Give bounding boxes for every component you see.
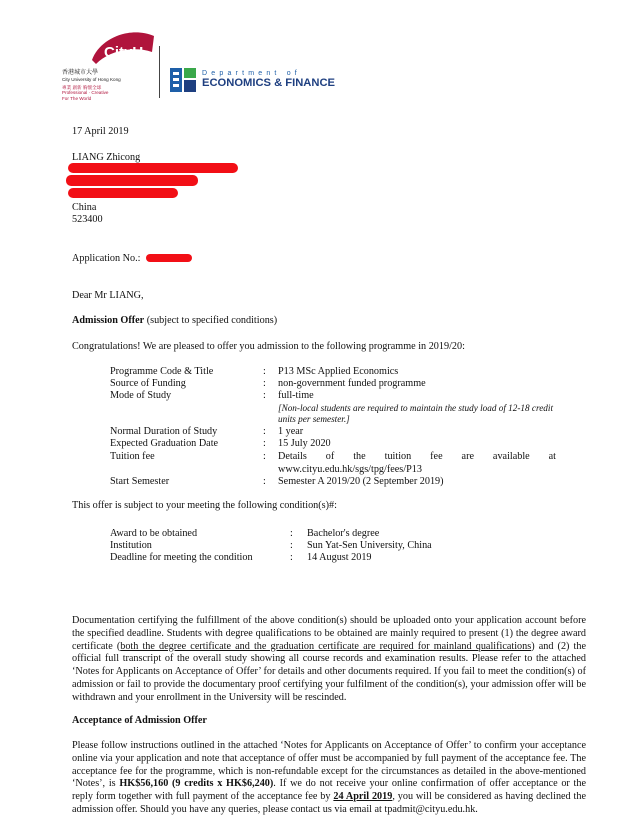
header-divider [159, 46, 160, 98]
cityu-chinese-name: 香港城市大學 [62, 70, 99, 76]
colon: : [263, 426, 266, 437]
colon: : [263, 438, 266, 449]
offer-title: Admission Offer [72, 315, 145, 326]
programme-label: Start Semester [110, 476, 170, 487]
condition-value: 14 August 2019 [307, 552, 372, 563]
cityu-motto-cn: 專業 創新 胸懷全球 [62, 85, 102, 91]
acceptance-fee: HK$56,160 (9 credits x HK$6,240) [119, 778, 274, 790]
condition-intro: This offer is subject to your meeting the following condition(s)#: [72, 500, 337, 511]
acceptance-title: Acceptance of Admission Offer [72, 715, 207, 726]
dept-label-big: ECONOMICS & FINANCE [202, 77, 336, 89]
colon: : [263, 366, 266, 377]
redaction-bar [68, 163, 238, 173]
programme-value: 1 year [278, 426, 304, 437]
colon: : [263, 451, 266, 462]
colon: : [263, 476, 266, 487]
dept-emblem-icon [170, 66, 198, 94]
offer-subtitle: (subject to specified conditions) [144, 315, 278, 326]
programme-value: Semester A 2019/20 (2 September 2019) [278, 476, 444, 487]
application-number-label: Application No.: [72, 253, 141, 264]
redaction-bar [146, 254, 192, 262]
colon: : [290, 552, 293, 563]
tuition-value: Details of the tuition fee are available at www.cityu.edu.hk/sgs/tpg/fees/P13 [278, 451, 556, 475]
cityu-badge-icon [90, 30, 156, 68]
recipient-postcode: 523400 [72, 214, 103, 225]
programme-value: full-time [278, 390, 314, 401]
salutation: Dear Mr LIANG, [72, 290, 144, 301]
programme-label: Mode of Study [110, 390, 172, 401]
cityu-motto-en1: Professional · Creative [62, 90, 109, 96]
colon: : [263, 390, 266, 401]
letter-date: 17 April 2019 [72, 126, 129, 137]
recipient-country: China [72, 202, 97, 213]
programme-label: Source of Funding [110, 378, 186, 389]
doc-text: ) and (2) the official full transcript of the overall study showing all course records and examination results. Please refer to the attached ‘Notes for Applicants on Acceptance of Offer’ for details and other documents required. If you fail to meet the condition(s) of admission or fail to provide the documentary proof certifying your fulfilment of the condition(s), your admission offer will be withdrawn and your enrollment in the University will be rescinded. [72, 640, 587, 703]
redaction-bar [68, 188, 178, 198]
programme-value: 15 July 2020 [278, 438, 331, 449]
condition-label: Deadline for meeting the condition [110, 552, 253, 563]
acceptance-text: , you will be considered as having declined the admission offer. Should you have any queries, please contact us via email at tpadmit@cityu.edu.hk. [72, 791, 586, 815]
programme-label: Programme Code & Title [110, 366, 214, 377]
colon: : [290, 528, 293, 539]
programme-label: Normal Duration of Study [110, 426, 218, 437]
programme-value: P13 MSc Applied Economics [278, 366, 399, 377]
dept-label-small: Department of [202, 70, 301, 77]
redaction-bar [66, 175, 198, 186]
colon: : [263, 378, 266, 389]
colon: : [290, 540, 293, 551]
doc-text: Documentation certifying the fulfillment of the above condition(s) should be uploaded onto your application account before the specified deadline. Students with degree qualifications to be obtained are mainly required to present (1) the degree award certificate ( [72, 615, 586, 652]
cityu-logo-text: CityU [104, 44, 144, 61]
condition-label: Award to be obtained [110, 528, 198, 539]
acceptance-paragraph [72, 740, 586, 817]
cityu-motto-en2: For The World [62, 95, 92, 101]
condition-value: Bachelor's degree [307, 528, 380, 539]
acceptance-text: . If we do not receive your online confirmation of offer acceptance or the reply form together with full payment of the acceptance fee by [72, 778, 586, 803]
cityu-logo [62, 30, 154, 102]
programme-label: Expected Graduation Date [110, 438, 219, 449]
acceptance-deadline: 24 April 2019 [333, 791, 393, 803]
acceptance-text: Please follow instructions outlined in the attached ‘Notes for Applicants on Acceptance of Offer’ to confirm your acceptance online via your application and note that acceptance of offer must be accompanied by full payment of the acceptance fee. The acceptance fee for the programme, which is non-refundable except for the circumstances as detailed in the above-mentioned ‘Notes’, is [72, 740, 586, 790]
programme-value: non-government funded programme [278, 378, 426, 389]
documentation-paragraph [72, 615, 586, 705]
mode-note: [Non-local students are required to maintain the study load of 12-18 credit units per semester.] [278, 403, 553, 424]
programme-label: Tuition fee [110, 451, 155, 462]
cityu-english-name: City University of Hong Kong [62, 77, 121, 82]
condition-value: Sun Yat-Sen University, China [307, 540, 432, 551]
condition-label: Institution [110, 540, 152, 551]
doc-underlined-text: both the degree certificate and the graduation certificate are required for mainland qualifications [120, 640, 532, 652]
offer-heading [72, 315, 277, 328]
congrats-line: Congratulations! We are pleased to offer you admission to the following programme in 2019/20: [72, 341, 465, 352]
recipient-name: LIANG Zhicong [72, 152, 141, 163]
